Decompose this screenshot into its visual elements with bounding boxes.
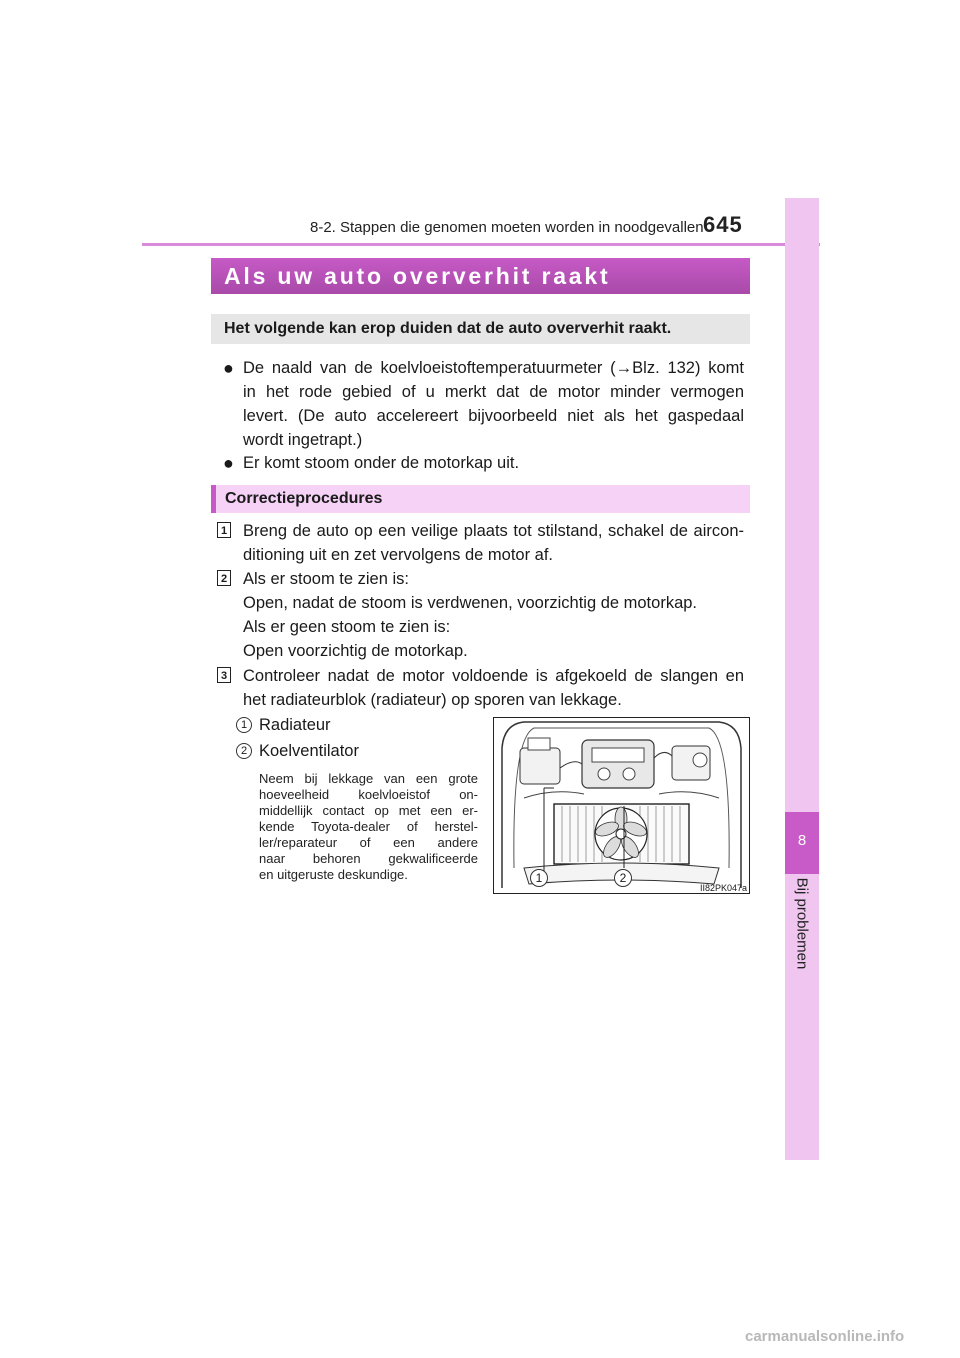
figure-callout: 1 xyxy=(530,869,548,887)
chapter-number: 8 xyxy=(797,832,807,849)
note-line: hoeveelheid koelvloeistof on- xyxy=(259,787,478,802)
step-line: Open voorzichtig de motorkap. xyxy=(243,642,468,660)
step-number: 1 xyxy=(217,522,231,538)
legend-label: Koelventilator xyxy=(259,742,359,760)
note-text xyxy=(259,771,478,883)
section-title: Als uw auto oververhit raakt xyxy=(211,258,750,294)
step-line: het radiateurblok (radiateur) op sporen van lekkage. xyxy=(243,691,622,709)
side-tab-strip xyxy=(785,198,819,1160)
step-text xyxy=(243,664,744,712)
bullet-line: wordt ingetrapt.) xyxy=(243,431,363,449)
bullet-icon: ● xyxy=(223,358,234,378)
step-line: Als er geen stoom te zien is: xyxy=(243,618,451,636)
step-line: Als er stoom te zien is: xyxy=(243,570,409,588)
step-line: Controleer nadat de motor voldoende is afgekoeld de slangen en xyxy=(243,667,744,685)
step-line: ditioning uit en zet vervolgens de motor af. xyxy=(243,546,554,564)
intro-heading: Het volgende kan erop duiden dat de auto oververhit raakt. xyxy=(211,314,750,344)
note-line: en uitgeruste deskundige. xyxy=(259,867,408,882)
bullet-item xyxy=(243,451,744,475)
callout-number: 1 xyxy=(236,717,252,733)
page-number: 645 xyxy=(703,212,743,237)
step-line: Breng de auto op een veilige plaats tot stilstand, schakel de aircon- xyxy=(243,522,744,540)
bullet-line: Er komt stoom onder de motorkap uit. xyxy=(243,454,520,472)
side-chapter-title-text: Bij problemen xyxy=(793,877,811,970)
step-text xyxy=(243,567,744,615)
procedures-heading: Correctieprocedures xyxy=(211,485,750,513)
note-line: Neem bij lekkage van een grote xyxy=(259,771,478,786)
step-number: 2 xyxy=(217,570,231,586)
engine-bay-illustration xyxy=(494,718,749,893)
step-line: Open, nadat de stoom is verdwenen, voorzichtig de motorkap. xyxy=(243,594,697,612)
bullet-line: in het rode gebied of u merkt dat de motor minder vermogen xyxy=(243,383,744,401)
bullet-line: De naald van de koelvloeistoftemperatuurmeter (→Blz. 132) komt xyxy=(243,359,744,377)
callout-number: 2 xyxy=(236,743,252,759)
note-line: middellijk contact op met een er- xyxy=(259,803,478,818)
header-rule xyxy=(142,243,820,246)
step-number: 3 xyxy=(217,667,231,683)
note-line: naar behoren gekwalificeerde xyxy=(259,851,478,866)
legend-label: Radiateur xyxy=(259,716,331,734)
note-line: kende Toyota-dealer of herstel- xyxy=(259,819,478,834)
engine-bay-figure xyxy=(493,717,750,894)
bullet-icon: ● xyxy=(223,453,234,473)
bullet-line: levert. (De auto accelereert bijvoorbeeld niet als het gaspedaal xyxy=(243,407,744,425)
running-head: 8-2. Stappen die genomen moeten worden in noodgevallen xyxy=(310,219,704,236)
step-text-alt xyxy=(243,615,744,663)
note-line: ler/reparateur of een andere xyxy=(259,835,478,850)
figure-callout: 2 xyxy=(614,869,632,887)
figure-code: II82PK047a xyxy=(700,883,748,893)
watermark: carmanualsonline.info xyxy=(745,1328,905,1345)
step-text xyxy=(243,519,744,567)
bullet-item xyxy=(243,356,744,452)
